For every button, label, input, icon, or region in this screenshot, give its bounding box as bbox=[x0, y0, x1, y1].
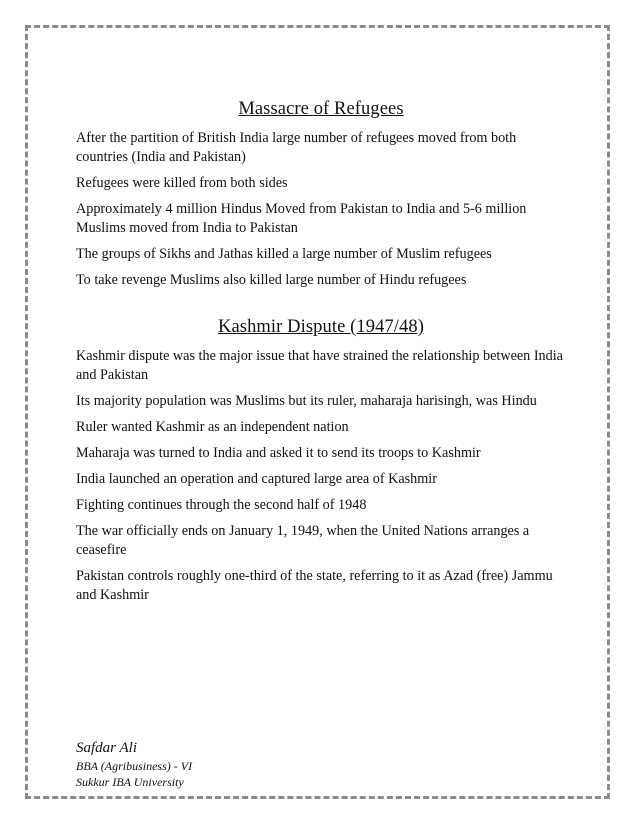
paragraph: The groups of Sikhs and Jathas killed a large number of Muslim refugees bbox=[76, 246, 492, 262]
paragraph: India launched an operation and captured large area of Kashmir bbox=[76, 471, 437, 487]
paragraph: Approximately 4 million Hindus Moved from Pakistan to India and 5-6 million Muslims moved from India to Pakistan bbox=[76, 201, 527, 236]
paragraph: The war officially ends on January 1, 1949, when the United Nations arranges a ceasefire bbox=[76, 523, 530, 558]
footer-program: BBA (Agribusiness) - VI bbox=[76, 759, 193, 773]
paragraph: Refugees were killed from both sides bbox=[76, 175, 288, 191]
section-title-massacre: Massacre of Refugees bbox=[238, 99, 404, 119]
paragraph: Its majority population was Muslims but its ruler, maharaja harisingh, was Hindu bbox=[76, 393, 537, 409]
section-title-kashmir: Kashmir Dispute (1947/48) bbox=[218, 317, 424, 337]
footer-university: Sukkur IBA University bbox=[76, 775, 184, 789]
paragraph: Ruler wanted Kashmir as an independent nation bbox=[76, 419, 349, 435]
footer-signature bbox=[76, 738, 192, 790]
paragraph: Fighting continues through the second half of 1948 bbox=[76, 497, 367, 513]
paragraph: Pakistan controls roughly one-third of the state, referring to it as Azad (free) Jammu and Kashmir bbox=[76, 568, 553, 603]
paragraph: Kashmir dispute was the major issue that have strained the relationship between India and Pakistan bbox=[76, 348, 563, 383]
paragraph: To take revenge Muslims also killed large number of Hindu refugees bbox=[76, 272, 467, 288]
footer-author: Safdar Ali bbox=[76, 740, 137, 756]
paragraph: After the partition of British India large number of refugees moved from both countries (India and Pakistan) bbox=[76, 130, 517, 165]
document-body bbox=[76, 98, 566, 612]
paragraph: Maharaja was turned to India and asked it to send its troops to Kashmir bbox=[76, 445, 481, 461]
